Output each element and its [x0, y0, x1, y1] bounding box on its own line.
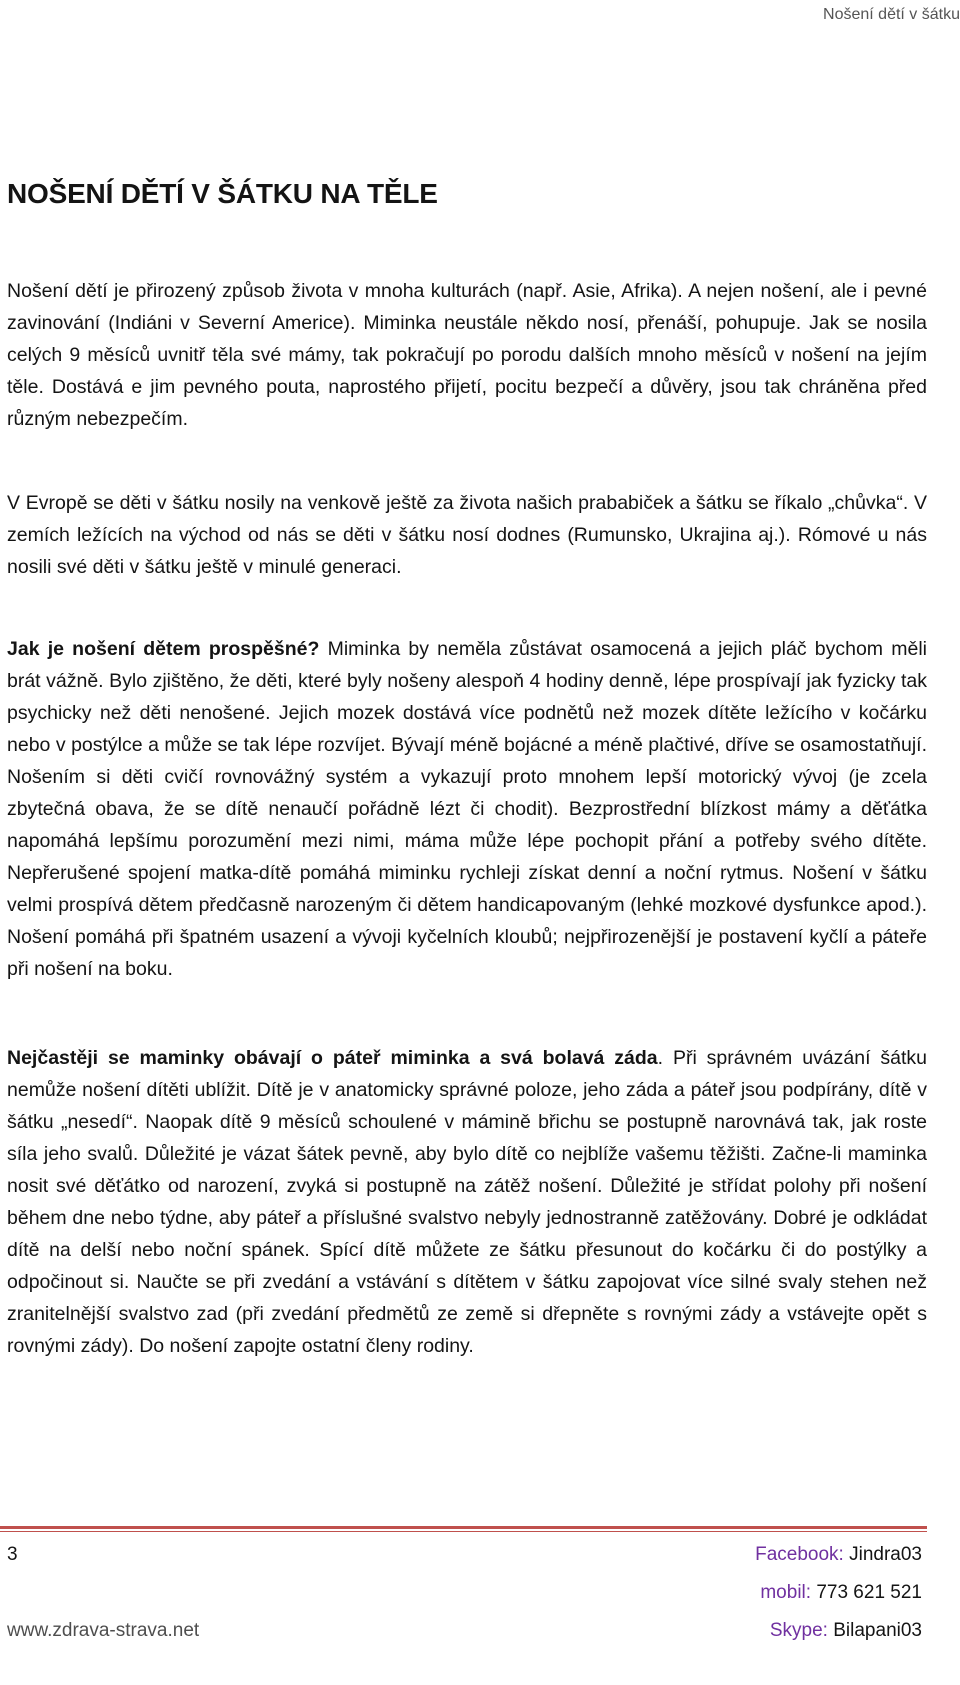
mobile-value: 773 621 521: [816, 1582, 922, 1603]
spine-text: . Při správném uvázání šátku nemůže nošení dítěti ublížit. Dítě je v anatomicky správné poloze, jeho záda a páteř jsou podpírány, dítě v šátku „nesedí“. Naopak dítě 9 měsíců schoulené v mámině břichu se postupně narovnává tak, jak roste síla jeho svalů. Důležité je vázat šátek pevně, aby bylo dítě co nejblíže vašemu těžišti. Začne-li maminka nosit své děťátko od narození, zvyká si postupně na zátěž nošení. Důležité je střídat polohy při nošení během dne nebo týdne, aby páteř a příslušné svalstvo nebyly jednostranně zatěžovány. Dobré je odkládat dítě na delší nebo noční spánek. Spící dítě můžete ze šátku přesunout do kočárku či do postýlky a odpočinout si. Naučte se při zvedání a vstávání s dítětem v šátku zapojovat více silné svaly stehen než zranitelnější svalstvo zad (při zvedání předmětů ze země si dřepněte s rovnými zády a vstávejte opět s rovnými zády). Do nošení zapojte ostatní členy rodiny.: [7, 1047, 927, 1357]
facebook-value: Jindra03: [849, 1544, 922, 1565]
benefits-heading: Jak je nošení dětem prospěšné?: [7, 638, 320, 660]
facebook-contact: [755, 1544, 922, 1566]
benefits-text: Miminka by neměla zůstávat osamocená a jejich pláč bychom měli brát vážně. Bylo zjištěno, že děti, které byly nošeny alespoň 4 hodiny denně, lépe prospívají jak fyzicky tak psychicky než děti nenošené. Jejich mozek dostává více podnětů než mozek dítěte ležícího v kočárku nebo v postýlce a může se tak lépe rozvíjet. Bývají méně bojácné a méně plačtivé, dříve se osamostatňují. Nošením si děti cvičí rovnovážný systém a vykazují proto mnohem lepší motorický vývoj (je zcela zbytečná obava, že se dítě nenaučí pořádně lézt či chodit). Bezprostřední blízkost mámy a děťátka napomáhá lepšímu porozumění mezi nimi, máma může lépe pochopit přání a potřeby svého dítěte. Nepřerušené spojení matka-dítě pomáhá miminku rychleji získat denní a noční rytmus. Nošení v šátku velmi prospívá dětem předčasně narozeným či dětem handicapovaným (lehké mozkové dysfunkce apod.). Nošení pomáhá při špatném usazení a vývoji kyčelních kloubů; nejpřirozenější je postavení kyčlí a páteře při nošení na boku.: [7, 638, 927, 980]
mobile-label: mobil:: [760, 1582, 812, 1603]
mobile-contact: [760, 1582, 922, 1604]
footer-divider-thick: [0, 1526, 927, 1529]
page-title: NOŠENÍ DĚTÍ V ŠÁTKU NA TĚLE: [7, 178, 438, 209]
paragraph-europe: V Evropě se děti v šátku nosily na venkově ještě za života našich prababiček a šátku se říkalo „chůvka“. V zemích ležících na východ od nás se děti v šátku nosí dodnes (Rumunsko, Ukrajina aj.). Rómové u nás nosili své děti v šátku ještě v minulé generaci.: [7, 492, 927, 578]
page-number: 3: [7, 1544, 18, 1565]
spine-heading: Nejčastěji se maminky obávají o páteř miminka a svá bolavá záda: [7, 1047, 658, 1069]
skype-contact: [770, 1620, 922, 1642]
website-link[interactable]: www.zdrava-strava.net: [7, 1620, 200, 1641]
skype-label: Skype:: [769, 1620, 828, 1641]
facebook-label: Facebook:: [755, 1544, 844, 1565]
footer-divider-thin: [0, 1531, 927, 1532]
paragraph-spine: [7, 1042, 927, 1362]
skype-value: Bilapani03: [833, 1620, 922, 1641]
paragraph-benefits: [7, 633, 927, 985]
paragraph-intro: Nošení dětí je přirozený způsob života v mnoha kulturách (např. Asie, Afrika). A nejen nošení, ale i pevné zavinování (Indiáni v Severní Americe). Miminka neustále někdo nosí, přenáší, pohupuje. Jak se nosila celých 9 měsíců uvnitř těla své mámy, tak pokračují po porodu dalších mnoho měsíců v nošení na jejím těle. Dostává e jim pevného pouta, naprostého přijetí, pocitu bezpečí a důvěry, jsou tak chráněna před různým nebezpečím.: [7, 280, 927, 430]
running-header: Nošení dětí v šátku: [823, 6, 960, 23]
